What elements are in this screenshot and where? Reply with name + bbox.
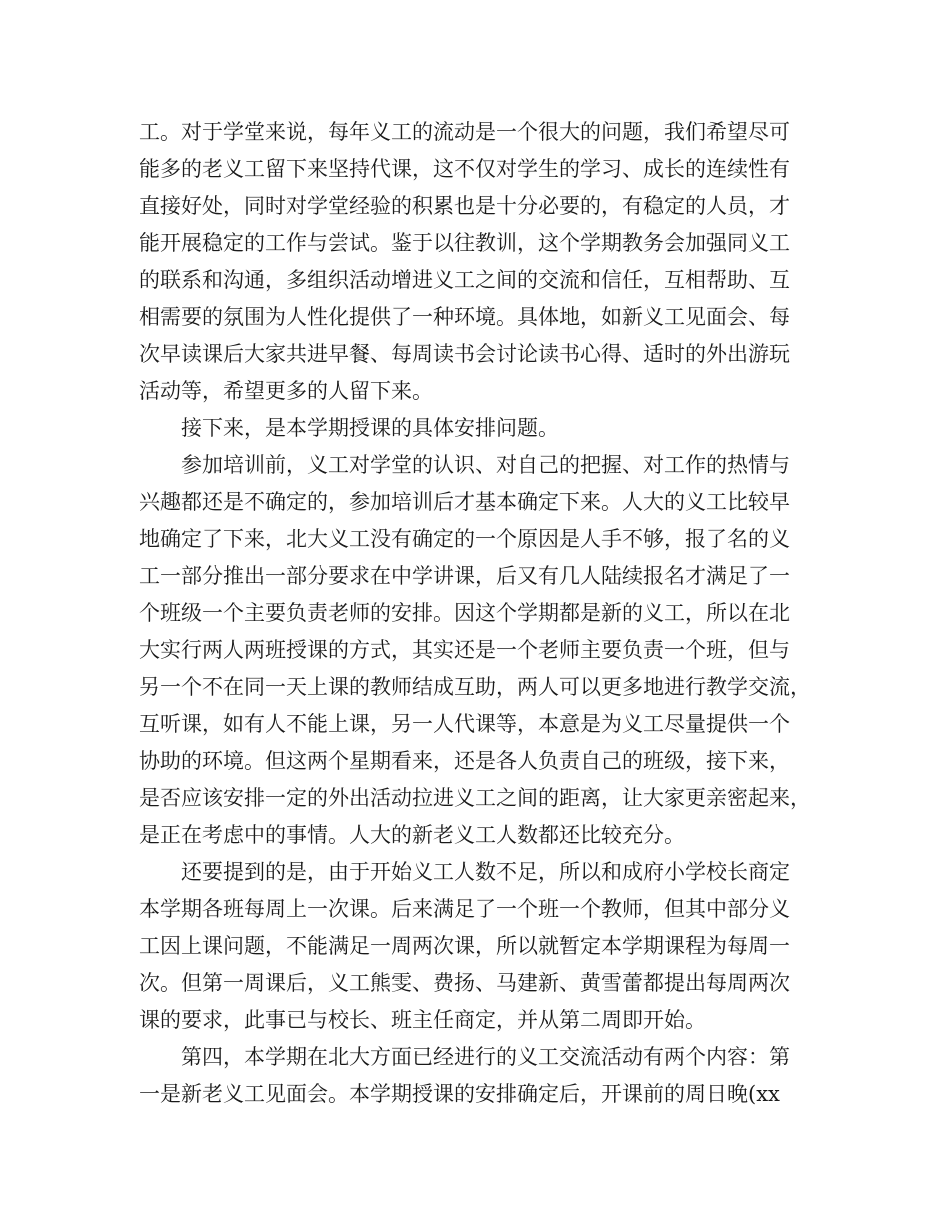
- text-line: 能多的老义工留下来坚持代课，这不仅对学生的学习、成长的连续性有: [139, 157, 790, 181]
- text-line: 协助的环境。但这两个星期看来，还是各人负责自己的班级，接下来，: [139, 749, 790, 773]
- text-line: 课的要求，此事已与校长、班主任商定，并从第二周即开始。: [139, 1008, 706, 1032]
- text-line: 参加培训前，义工对学堂的认识、对自己的把握、对工作的热情与: [139, 453, 790, 477]
- text-line: 是正在考虑中的事情。人大的新老义工人数都还比较充分。: [139, 823, 685, 847]
- text-line: 互听课，如有人不能上课，另一人代课等，本意是为义工尽量提供一个: [139, 712, 790, 736]
- text-line: 能开展稳定的工作与尝试。鉴于以往教训，这个学期教务会加强同义工: [139, 231, 790, 255]
- text-line: 的联系和沟通，多组织活动增进义工之间的交流和信任，互相帮助、互: [139, 268, 790, 292]
- text-line: 地确定了下来，北大义工没有确定的一个原因是人手不够，报了名的义: [139, 527, 790, 551]
- text-line: 另一个不在同一天上课的教师结成互助，两人可以更多地进行教学交流，: [139, 675, 811, 699]
- text-line: 还要提到的是，由于开始义工人数不足，所以和成府小学校长商定: [139, 860, 790, 884]
- text-line: 相需要的氛围为人性化提供了一种环境。具体地，如新义工见面会、每: [139, 305, 790, 329]
- text-line: 一是新老义工见面会。本学期授课的安排确定后，开课前的周日晚(xx: [139, 1082, 780, 1106]
- text-line: 直接好处，同时对学堂经验的积累也是十分必要的，有稳定的人员，才: [139, 194, 790, 218]
- text-line: 是否应该安排一定的外出活动拉进义工之间的距离，让大家更亲密起来，: [139, 786, 811, 810]
- text-line: 次早读课后大家共进早餐、每周读书会讨论读书心得、适时的外出游玩: [139, 342, 790, 366]
- text-line: 次。但第一周课后，义工熊雯、费扬、马建新、黄雪蕾都提出每周两次: [139, 971, 790, 995]
- text-line: 工一部分推出一部分要求在中学讲课，后又有几人陆续报名才满足了一: [139, 564, 790, 588]
- text-line: 大实行两人两班授课的方式，其实还是一个老师主要负责一个班，但与: [139, 638, 790, 662]
- text-line: 接下来，是本学期授课的具体安排问题。: [139, 416, 559, 440]
- text-line: 第四，本学期在北大方面已经进行的义工交流活动有两个内容：第: [139, 1045, 790, 1069]
- text-line: 本学期各班每周上一次课。后来满足了一个班一个教师，但其中部分义: [139, 897, 790, 921]
- text-line: 工因上课问题，不能满足一周两次课，所以就暂定本学期课程为每周一: [139, 934, 790, 958]
- text-line: 工。对于学堂来说，每年义工的流动是一个很大的问题，我们希望尽可: [139, 120, 790, 144]
- text-line: 活动等，希望更多的人留下来。: [139, 379, 433, 403]
- text-line: 个班级一个主要负责老师的安排。因这个学期都是新的义工，所以在北: [139, 601, 790, 625]
- text-line: 兴趣都还是不确定的，参加培训后才基本确定下来。人大的义工比较早: [139, 490, 790, 514]
